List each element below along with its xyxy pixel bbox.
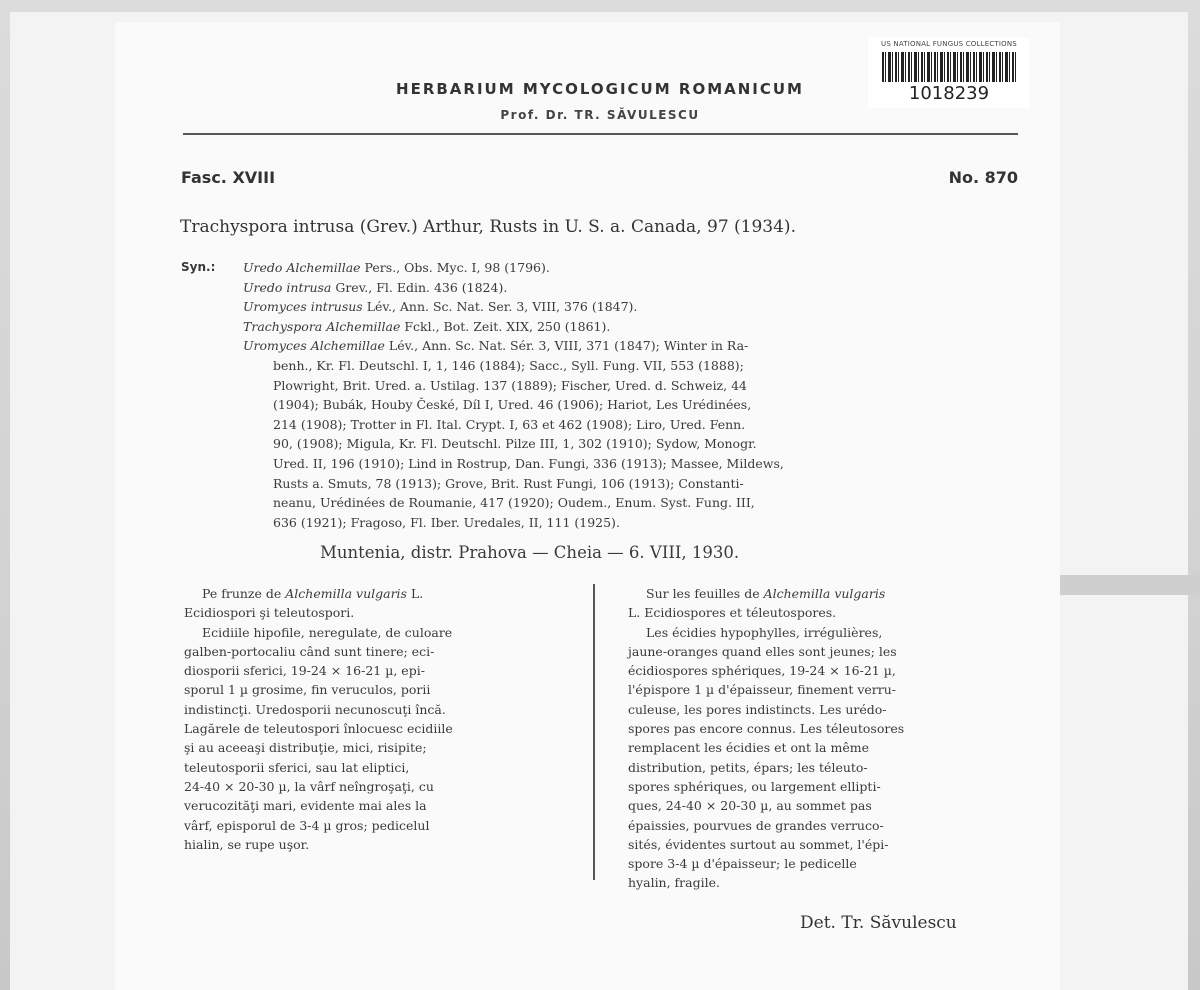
- synonym-continuation: 90, (1908); Migula, Kr. Fl. Deutschl. Pilze III, 1, 302 (1910); Sydow, Monogr.: [273, 436, 757, 452]
- description-line: remplacent les écidies et ont la même: [628, 740, 869, 756]
- barcode-caption: US NATIONAL FUNGUS COLLECTIONS: [881, 40, 1017, 48]
- collection-locality: Muntenia, distr. Prahova — Cheia — 6. VIII, 1930.: [320, 543, 740, 562]
- description-line: Sur les feuilles de Alchemilla vulgaris: [646, 586, 886, 601]
- synonym-continuation: (1904); Bubák, Houby České, Díl I, Ured. 46 (1906); Hariot, Les Urédinées,: [273, 397, 752, 413]
- description-line: culeuse, les pores indistincts. Les urédo-: [628, 701, 887, 717]
- species-name: Trachyspora intrusa (Grev.) Arthur, Rusts in U. S. a. Canada, 97 (1934).: [180, 217, 796, 237]
- synonym-entry: [243, 317, 610, 337]
- synonym-name: Trachyspora Alchemillae: [243, 318, 401, 334]
- herbarium-professor: Prof. Dr. TR. SĂVULESCU: [500, 108, 700, 122]
- description-romanian: [184, 584, 572, 854]
- specimen-number: No. 870: [948, 168, 1018, 187]
- description-line: jaune-oranges quand elles sont jeunes; les: [628, 643, 897, 659]
- description-line: verucozităţi mari, evidente mai ales la: [184, 798, 427, 814]
- synonym-reference: Pers., Obs. Myc. I, 98 (1796).: [360, 260, 550, 275]
- synonym-continuation: 214 (1908); Trotter in Fl. Ital. Crypt. I, 63 et 462 (1908); Liro, Ured. Fenn.: [273, 416, 746, 432]
- description-line: indistincţi. Uredosporii necunoscuţi încă.: [184, 701, 446, 717]
- synonym-name: Uromyces intrusus: [243, 299, 363, 315]
- determiner: Det. Tr. Săvulescu: [800, 913, 957, 933]
- column-divider: [593, 584, 595, 880]
- description-line: Les écidies hypophylles, irrégulières,: [646, 624, 883, 640]
- synonym-entry: [243, 297, 637, 317]
- fascicle: Fasc. XVIII: [181, 168, 276, 187]
- description-line: l'épispore 1 µ d'épaisseur, finement verru-: [628, 682, 897, 698]
- synonym-reference: Grev., Fl. Edin. 436 (1824).: [331, 279, 508, 295]
- synonym-continuation: Rusts a. Smuts, 78 (1913); Grove, Brit. Rust Fungi, 106 (1913); Constanti-: [273, 475, 744, 491]
- description-line: şi au aceeaşi distribuţie, mici, risipite;: [184, 740, 427, 756]
- description-line: épaissies, pourvues de grandes verruco-: [628, 817, 884, 833]
- description-line: écidiospores sphériques, 19-24 × 16-21 µ,: [628, 663, 896, 679]
- description-line: sités, évidentes surtout au sommet, l'épi-: [628, 836, 889, 852]
- barcode-number: 1018239: [908, 83, 990, 104]
- synonymy-label: Syn.:: [181, 260, 216, 274]
- synonym-continuation: 636 (1921); Fragoso, Fl. Iber. Uredales, II, 111 (1925).: [273, 514, 620, 530]
- description-line: 24-40 × 20-30 µ, la vârf neîngroşaţi, cu: [184, 778, 434, 794]
- description-line: Lagărele de teleutospori înlocuesc ecidiile: [184, 721, 453, 737]
- description-line: Ecidiile hipofile, neregulate, de culoare: [202, 624, 453, 640]
- synonym-name: Uromyces Alchemillae: [243, 338, 385, 354]
- synonym-entry: [243, 336, 748, 356]
- description-line: spore 3-4 µ d'épaisseur; le pedicelle: [628, 856, 857, 872]
- synonym-reference: Lév., Ann. Sc. Nat. Ser. 3, VIII, 376 (1847).: [362, 299, 638, 315]
- herbarium-title: HERBARIUM MYCOLOGICUM ROMANICUM: [396, 80, 804, 98]
- synonym-reference: Lév., Ann. Sc. Nat. Sér. 3, VIII, 371 (1847); Winter in Ra-: [384, 338, 749, 354]
- description-french: [628, 584, 1014, 893]
- host-plant-name: Alchemilla vulgaris: [285, 586, 407, 601]
- synonym-name: Uredo Alchemillae: [243, 260, 361, 275]
- description-line: galben-portocaliu când sunt tinere; eci-: [184, 643, 435, 659]
- description-line: L. Ecidiospores et téleutospores.: [628, 605, 837, 621]
- description-line: hyalin, fragile.: [628, 875, 720, 891]
- sheet-edge: [1060, 575, 1200, 595]
- description-line: spores pas encore connus. Les téleutosores: [628, 721, 905, 737]
- description-line: hialin, se rupe uşor.: [184, 836, 310, 852]
- synonym-continuation: neanu, Urédinées de Roumanie, 417 (1920); Oudem., Enum. Syst. Fung. III,: [273, 495, 755, 511]
- synonym-name: Uredo intrusa: [243, 279, 332, 295]
- description-line: Ecidiospori şi teleutospori.: [184, 605, 355, 621]
- synonym-entry: [243, 258, 550, 278]
- header-divider: [183, 133, 1018, 135]
- description-line: distribution, petits, épars; les téleuto-: [628, 759, 868, 775]
- description-line: diosporii sferici, 19-24 × 16-21 µ, epi-: [184, 663, 425, 679]
- synonym-continuation: Plowright, Brit. Ured. a. Ustilag. 137 (1889); Fischer, Ured. d. Schweiz, 44: [273, 377, 747, 393]
- synonym-continuation: benh., Kr. Fl. Deutschl. I, 1, 146 (1884); Sacc., Syll. Fung. VII, 553 (1888);: [273, 358, 744, 373]
- description-line: teleutosporii sferici, sau lat eliptici,: [184, 759, 410, 775]
- description-line: sporul 1 µ grosime, fin veruculos, porii: [184, 682, 431, 698]
- synonym-reference: Fckl., Bot. Zeit. XIX, 250 (1861).: [400, 318, 611, 334]
- description-line: spores sphériques, ou largement ellipti-: [628, 778, 881, 794]
- synonym-entry: [243, 278, 507, 298]
- barcode-icon: [882, 52, 1016, 82]
- description-line: ques, 24-40 × 20-30 µ, au sommet pas: [628, 798, 872, 814]
- host-plant-name: Alchemilla vulgaris: [763, 586, 886, 601]
- synonym-continuation: Ured. II, 196 (1910); Lind in Rostrup, Dan. Fungi, 336 (1913); Massee, Mildews,: [273, 456, 784, 471]
- description-line: vârf, episporul de 3-4 µ gros; pedicelul: [184, 817, 430, 833]
- description-line: Pe frunze de Alchemilla vulgaris L.: [202, 586, 424, 601]
